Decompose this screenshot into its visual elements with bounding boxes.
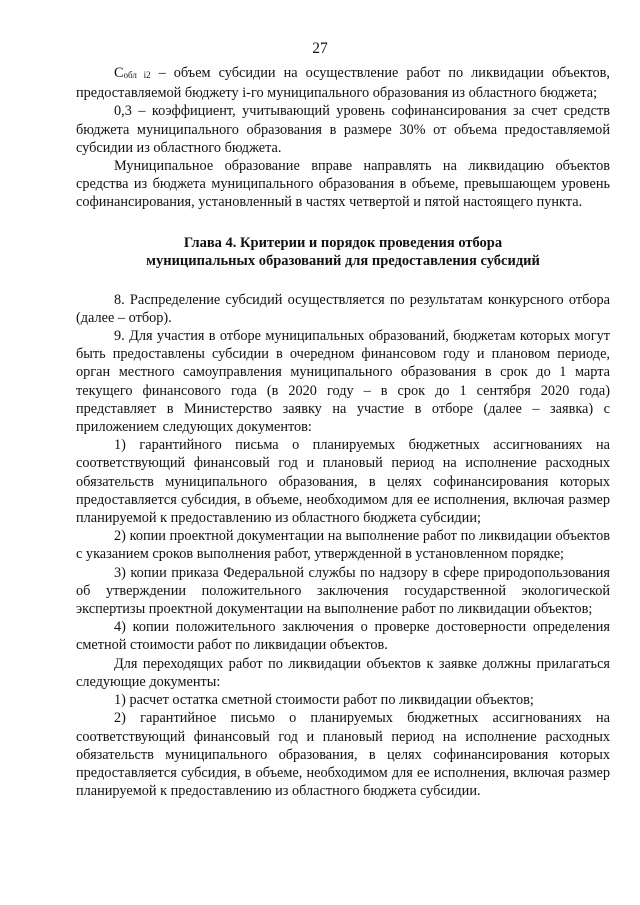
paragraph-item-9: 9. Для участия в отборе муниципальных образований, бюджетам которых могут быть предоставлены субсидии в очередном финансовом году и плановом периоде, орган местного самоуправления муниципального образования в срок до 1 марта текущего финансового года (в 2020 году – в срок до 1 сентября 2020 года) представляет в Министерство заявку на участие в отборе (далее – заявка) с приложением следующих документов: [76, 328, 610, 436]
paragraph: Для переходящих работ по ликвидации объектов к заявке должны прилагаться следующие документы: [76, 655, 610, 690]
document-body [76, 64, 610, 800]
paragraph: Муниципальное образование вправе направлять на ликвидацию объектов средства из бюджета муниципального образования в объеме, превышающем уровень софинансирования, установленный в частях четвертой и пятой настоящего пункта. [76, 158, 610, 211]
chapter-heading-line: муниципальных образований для предоставления субсидий [146, 253, 540, 270]
chapter-heading-line: Глава 4. Критерии и порядок проведения отбора [183, 234, 503, 251]
chapter-heading [76, 234, 610, 271]
formula-symbol: C [114, 65, 124, 81]
list-item: 2) гарантийное письмо о планируемых бюджетных ассигнованиях на соответствующий финансовый год и плановый период на исполнение расходных обязательств муниципального образования, в целях софинансирования которых предоставляется субсидия, в объеме, необходимом для ее исполнения, включая размер планируемой к предоставлению из областного бюджета субсидии. [76, 710, 610, 800]
list-item: 1) расчет остатка сметной стоимости работ по ликвидации объектов; [114, 692, 534, 709]
list-item: 2) копии проектной документации на выполнение работ по ликвидации объектов с указанием сроков выполнения работ, утвержденной в установленном порядке; [76, 528, 610, 563]
paragraph-item-8: 8. Распределение субсидий осуществляется по результатам конкурсного отбора (далее – отбор). [76, 291, 610, 326]
paragraph-coefficient-definition: $C_{обл i2}$ – объем субсидии на осуществление работ по ликвидации объектов, предоставляемой бюджету i-го муниципального образования из областного бюджета; [76, 65, 610, 102]
formula-subscript: обл i2 [123, 70, 151, 80]
list-item: 3) копии приказа Федеральной службы по надзору в сфере природопользования об утверждении положительного заключения государственной экологической экспертизы проектной документации на выполнение работ по ликвидации объектов; [76, 564, 610, 618]
paragraph: 0,3 – коэффициент, учитывающий уровень софинансирования за счет средств бюджета муниципального образования в размере 30% от объема предоставляемой субсидии из областного бюджета. [76, 103, 610, 156]
list-item: 4) копии положительного заключения о проверке достоверности определения сметной стоимости работ по ликвидации объектов. [76, 619, 610, 654]
page-number: 27 [312, 40, 328, 57]
list-item: 1) гарантийного письма о планируемых бюджетных ассигнованиях на соответствующий финансовый год и плановый период на исполнение расходных обязательств муниципального образования, в целях софинансирования которых предоставляется субсидия, в объеме, необходимом для ее исполнения, включая размер планируемой к предоставлению из областного бюджета субсидии; [76, 437, 610, 527]
